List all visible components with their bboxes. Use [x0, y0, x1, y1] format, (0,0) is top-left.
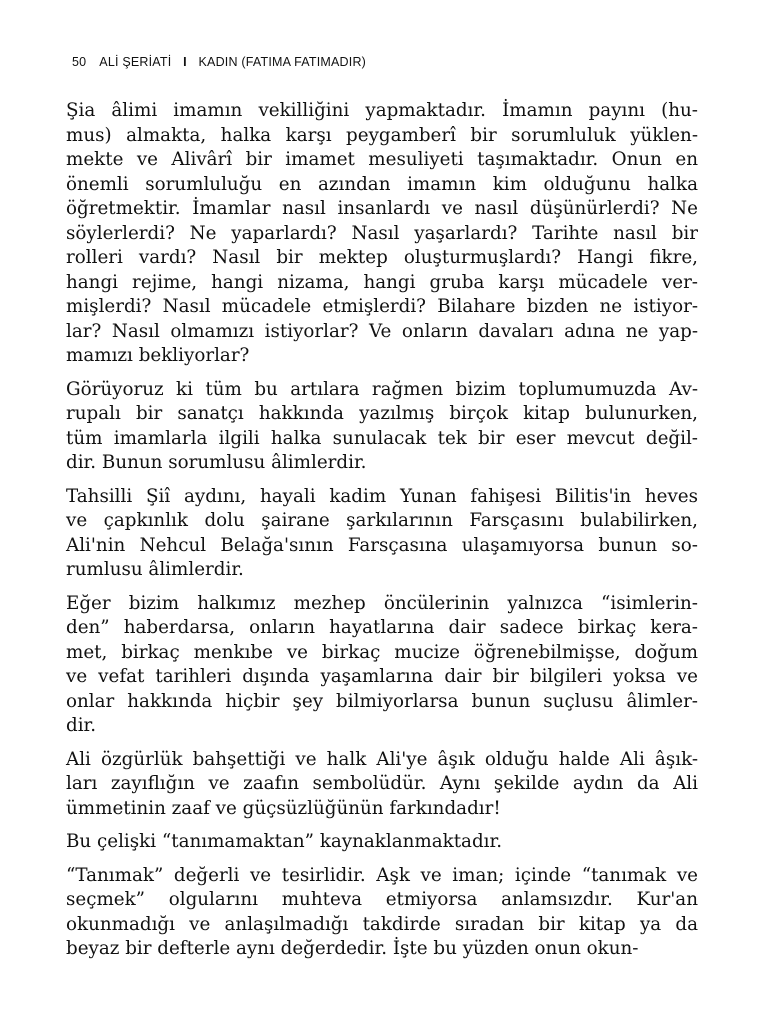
- text-line: lar? Nasıl olmamızı istiyorlar? Ve onların davaları adına ne yap-: [66, 320, 698, 342]
- body-paragraph: [66, 485, 698, 583]
- text-line: dir.: [66, 715, 97, 736]
- text-line: onlar hakkında hiçbir şey bilmiyorlarsa bunun suçlusu âlimler-: [66, 690, 698, 712]
- text-line: ümmetinin zaaf ve güçsüzlüğünün farkındadır!: [66, 797, 501, 819]
- body-paragraph: [66, 99, 698, 369]
- text-line: Eğer bizim halkımız mezhep öncülerinin yalnızca “isimlerin-: [66, 592, 698, 614]
- text-line: söylerlerdi? Ne yaparlardı? Nasıl yaşarlardı? Tarihte nasıl bir: [66, 222, 698, 244]
- text-line: önemli sorumluluğu en azından imamın kim olduğunu halka: [66, 173, 698, 195]
- text-line: tüm imamlarla ilgili halka sunulacak tek bir eser mevcut değil-: [66, 427, 698, 449]
- text-line: Şia âlimi imamın vekilliğini yapmaktadır. İmamın payını (hu-: [66, 100, 698, 121]
- text-line: Tahsilli Şiî aydını, hayali kadim Yunan fahişesi Bilitis'in heves: [66, 485, 698, 507]
- text-line: Ali özgürlük bahşettiği ve halk Ali'ye âşık olduğu halde Ali âşık-: [66, 748, 698, 770]
- body-paragraph: [66, 830, 698, 855]
- text-line: ve çapkınlık dolu şairane şarkılarının Farsçasını bulabilirken,: [66, 510, 698, 531]
- text-line: Bu çelişki “tanımamaktan” kaynaklanmaktadır.: [66, 831, 503, 852]
- text-line: seçmek” olgularını muhteva etmiyorsa anlamsızdır. Kur'an: [66, 889, 698, 910]
- text-line: ları zayıflığın ve zaafın sembolüdür. Aynı şekilde aydın da Ali: [66, 773, 698, 794]
- text-line: öğretmektir. İmamlar nasıl insanlardı ve nasıl düşünürlerdi? Ne: [66, 198, 698, 219]
- text-line: rumlusu âlimlerdir.: [66, 559, 244, 580]
- text-line: Görüyoruz ki tüm bu artılara rağmen bizim toplumumuzda Av-: [66, 378, 698, 400]
- text-line: mekte ve Alivârî bir imamet mesuliyeti taşımaktadır. Onun en: [66, 149, 698, 170]
- body-paragraph: [66, 748, 698, 822]
- body-paragraph: [66, 864, 698, 962]
- page-body: [66, 99, 698, 971]
- text-line: beyaz bir defterle aynı değerdedir. İşte bu yüzden onun okun-: [66, 938, 639, 959]
- header-title: KADIN (FATIMA FATIMADIR): [198, 55, 367, 69]
- text-line: “Tanımak” değerli ve tesirlidir. Aşk ve iman; içinde “tanımak ve: [66, 864, 698, 886]
- text-line: ve vefat tarihleri dışında yaşamlarına dair bir bilgileri yoksa ve: [66, 666, 698, 687]
- body-paragraph: [66, 592, 698, 739]
- text-line: rolleri vardı? Nasıl bir mektep oluşturmuşlardı? Hangi fikre,: [66, 247, 698, 268]
- header-author: ALİ ŞERİATİ: [99, 55, 172, 69]
- text-line: den” haberdarsa, onların hayatlarına dair sadece birkaç kera-: [66, 617, 698, 638]
- running-header: [72, 55, 366, 69]
- body-paragraph: [66, 378, 698, 476]
- page-number: 50: [72, 55, 87, 69]
- text-line: met, birkaç menkıbe ve birkaç mucize öğrenebilmişse, doğum: [66, 641, 698, 663]
- header-separator: I: [183, 55, 187, 69]
- text-line: Ali'nin Nehcul Belağa'sının Farsçasına ulaşamıyorsa bunun so-: [66, 534, 698, 556]
- text-line: dir. Bunun sorumlusu âlimlerdir.: [66, 452, 367, 473]
- text-line: mus) almakta, halka karşı peygamberî bir sorumluluk yüklen-: [66, 124, 698, 146]
- text-line: mamızı bekliyorlar?: [66, 345, 250, 366]
- text-line: rupalı bir sanatçı hakkında yazılmış birçok kitap bulunurken,: [66, 403, 698, 424]
- text-line: hangi rejime, hangi nizama, hangi gruba karşı mücadele ver-: [66, 271, 698, 293]
- text-line: okunmadığı ve anlaşılmadığı takdirde sıradan bir kitap ya da: [66, 913, 698, 935]
- text-line: mişlerdi? Nasıl mücadele etmişlerdi? Bilahare bizden ne istiyor-: [66, 296, 698, 317]
